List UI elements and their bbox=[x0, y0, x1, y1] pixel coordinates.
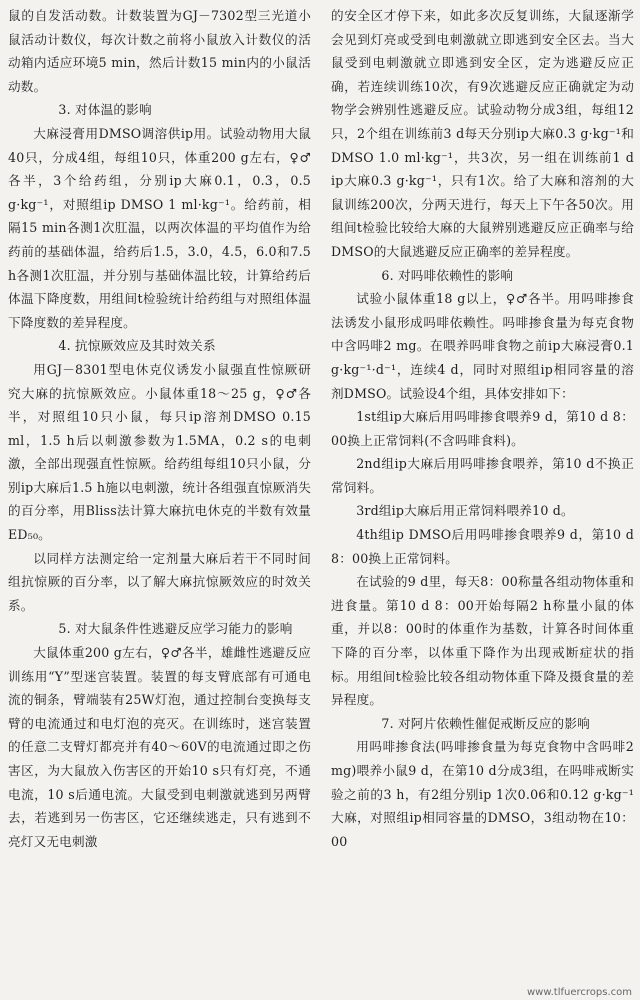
section-heading: 5. 对大鼠条件性逃避反应学习能力的影响 bbox=[58, 621, 293, 637]
paragraph: 以同样方法测定给一定剂量大麻后若干不同时间组抗惊厥的百分率，以了解大麻抗惊厥效应的时效关系。 bbox=[8, 550, 311, 613]
paragraph: 大鼠体重200 g左右，♀♂各半，雄雌性逃避反应训练用“Y”型迷宫装置。装置的每支臂底部有可通电流的铜条，臂端装有25W灯泡，通过控制台变换每支臂的电流通过和电灯泡的亮灭。在训练时，迷宫装置的任意二支臂灯都亮并有40～60V的电流通过即之伤害区，为大鼠放入伤害区的开始10 s只有灯亮，不通电流，10 s后通电流。大鼠受到电刺激就逃到另两臂去，若逃到另一伤害区，它还继续逃走，只有逃到不亮灯又无电刺激 bbox=[8, 645, 311, 849]
group-item: 2nd组ip大麻后用吗啡掺食喂养，第10 d不换正常饲料。 bbox=[331, 456, 634, 495]
group-item: 4th组ip DMSO后用吗啡掺食喂养9 d，第10 d 8：00换上正常饲料。 bbox=[331, 527, 634, 566]
group-item: 3rd组ip大麻后用正常饲料喂养10 d。 bbox=[356, 503, 574, 519]
paragraph: 用吗啡掺食法(吗啡掺食量为每克食物中含吗啡2 mg)喂养小鼠9 d，在第10 d分成3组，在吗啡戒断实验之前的3 h，有2组分别ip 1次0.06和0.12 g·kg⁻¹大麻，对照组ip相同容量的DMSO，3组动物在10：00 bbox=[331, 739, 634, 849]
left-column bbox=[8, 4, 311, 994]
paragraph: 试验小鼠体重18 g以上，♀♂各半。用吗啡掺食法诱发小鼠形成吗啡依赖性。吗啡掺食量为每克食物中含吗啡2 mg。在喂养吗啡食物之前ip大麻浸膏0.1 g·kg⁻¹·d⁻¹，连续4 d，同时对照组ip相同容量的溶剂DMSO。试验设4个组，具体安排如下： bbox=[331, 291, 634, 401]
paragraph: 用GJ－8301型电休克仪诱发小鼠强直性惊厥研究大麻的抗惊厥效应。小鼠体重18～25 g，♀♂各半，对照组10只小鼠，每只ip溶剂DMSO 0.15 ml，1.5 h后以刺激参数为1.5MA，0.2 s的电刺激，全部出现强直性惊厥。给药组每组10只小鼠，分别ip大麻后1.5 h施以电刺激，统计各组强直惊厥消失的百分率，用Bliss法计算大麻抗电休克的半数有效量ED₅₀。 bbox=[8, 361, 311, 543]
group-item: 1st组ip大麻后用吗啡掺食喂养9 d，第10 d 8：00换上正常饲料(不含吗啡食料)。 bbox=[331, 409, 634, 448]
site-watermark: www.tlfuercrops.com bbox=[527, 987, 632, 998]
section-heading: 3. 对体温的影响 bbox=[58, 102, 152, 118]
right-column bbox=[331, 4, 634, 994]
paragraph: 的安全区才停下来，如此多次反复训练，大鼠逐渐学会见到灯亮或受到电刺激就立即逃到安全区去。当大鼠受到电刺激就立即逃到安全区，定为逃避反应正确，若连续训练10次，有9次逃避反应正确就定为动物学会辨别性逃避反应。试验动物分成3组，每组12只，2个组在训练前3 d每天分别ip大麻0.3 g·kg⁻¹和DMSO 1.0 ml·kg⁻¹，共3次，另一组在训练前1 d ip大麻0.3 g·kg⁻¹，只有1次。给了大麻和溶剂的大鼠训练200次，分两天进行，每天上下午各50次。用组间t检验比较给大麻的大鼠辨别逃避反应正确率与给DMSO的大鼠逃避反应正确率的差异程度。 bbox=[331, 8, 634, 259]
section-heading: 4. 抗惊厥效应及其时效关系 bbox=[58, 338, 216, 354]
section-heading: 6. 对吗啡依赖性的影响 bbox=[381, 267, 514, 283]
paragraph: 鼠的自发活动数。计数装置为GJ－7302型三光道小鼠活动计数仪，每次计数之前将小鼠放入计数仪的活动箱内适应环境5 min，然后计数15 min内的小鼠活动数。 bbox=[8, 8, 311, 94]
paragraph: 在试验的9 d里，每天8：00称量各组动物体重和进食量。第10 d 8：00开始每隔2 h称量小鼠的体重，并以8：00时的体重作为基数，计算各时间体重下降的百分率，以体重下降作为出现戒断症状的指标。用组间t检验比较各组动物体重下降及摄食量的差异程度。 bbox=[331, 574, 634, 708]
paragraph: 大麻浸膏用DMSO调溶供ip用。试验动物用大鼠40只，分成4组，每组10只，体重200 g左右，♀♂各半，3个给药组，分别ip大麻0.1，0.3，0.5 g·kg⁻¹，对照组ip DMSO 1 ml·kg⁻¹。给药前，相隔15 min各测1次肛温，以两次体温的平均值作为给药前的基础体温，给药后1.5，3.0，4.5，6.0和7.5 h各测1次肛温，并分别与基础体温比较，计算给药后体温下降度数，用组间t检验统计给药组与对照组体温下降度数的差异程度。 bbox=[8, 125, 311, 330]
section-heading: 7. 对阿片依赖性催促戒断反应的影响 bbox=[381, 715, 590, 731]
